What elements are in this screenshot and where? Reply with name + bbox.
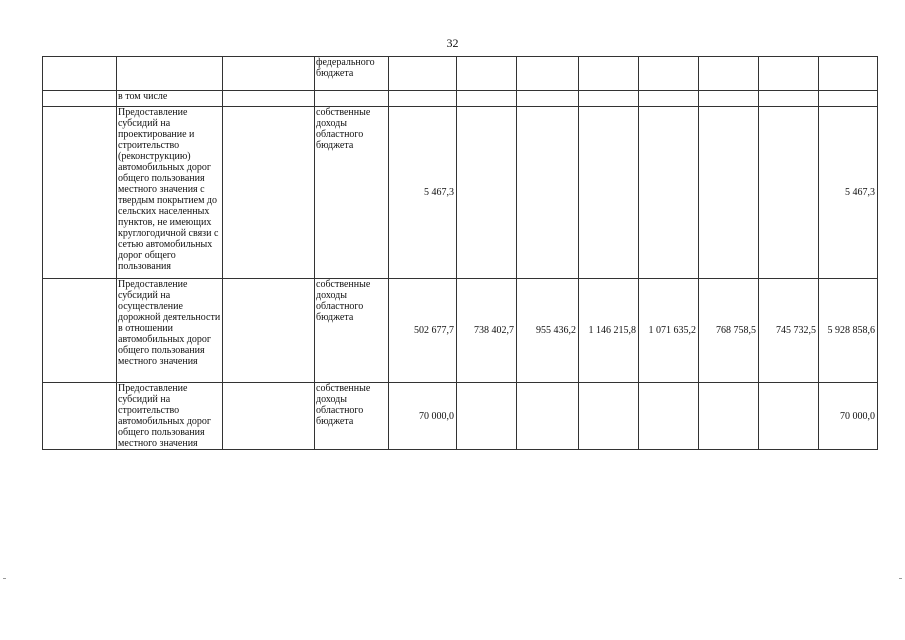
value-cell: 745 732,5 — [759, 279, 819, 383]
table-cell — [43, 57, 117, 91]
table-cell — [315, 91, 389, 107]
funding-source-cell: собственные доходы областного бюджета — [315, 107, 389, 279]
measure-name-cell: Предоставление субсидий на строительство автомобильных дорог общего пользования местного значения — [117, 383, 223, 450]
value-cell — [517, 383, 579, 450]
table-cell — [639, 57, 699, 91]
value-cell: 5 467,3 — [389, 107, 457, 279]
table-cell — [517, 91, 579, 107]
table-cell — [699, 57, 759, 91]
total-cell: 5 928 858,6 — [819, 279, 878, 383]
value-cell — [759, 383, 819, 450]
measure-name-cell: Предоставление субсидий на проектирование и строительство (реконструкцию) автомобильных дорог общего пользования местного значения с твердым покрытием до сельских населенных пунктов, не имеющих круглогодичной связи с сетью автомобильных дорог общего пользования — [117, 107, 223, 279]
table-cell — [389, 91, 457, 107]
table-cell — [43, 107, 117, 279]
value-cell: 955 436,2 — [517, 279, 579, 383]
total-cell: 70 000,0 — [819, 383, 878, 450]
scan-edge-mark — [3, 578, 6, 579]
value-cell — [579, 383, 639, 450]
value-cell — [457, 383, 517, 450]
table-cell — [223, 57, 315, 91]
page-number: 32 — [446, 36, 459, 50]
table-row — [43, 91, 878, 107]
table-cell — [117, 57, 223, 91]
value-cell — [457, 107, 517, 279]
value-cell: 1 146 215,8 — [579, 279, 639, 383]
value-cell — [579, 107, 639, 279]
funding-source-cell: собственные доходы областного бюджета — [315, 279, 389, 383]
value-cell — [759, 107, 819, 279]
table-cell — [517, 57, 579, 91]
table-cell — [579, 91, 639, 107]
value-cell: 502 677,7 — [389, 279, 457, 383]
including-label-cell: в том числе — [117, 91, 223, 107]
table-cell — [457, 91, 517, 107]
table-cell — [223, 383, 315, 450]
table-row — [43, 279, 878, 383]
measure-name-cell: Предоставление субсидий на осуществление дорожной деятельности в отношении автомобильных дорог общего пользования местного значения — [117, 279, 223, 383]
table-cell — [699, 91, 759, 107]
table-cell — [43, 91, 117, 107]
table-row — [43, 107, 878, 279]
value-cell — [639, 107, 699, 279]
value-cell — [517, 107, 579, 279]
scan-edge-mark — [899, 578, 902, 579]
budget-table — [42, 56, 878, 450]
funding-source-cell: федерального бюджета — [315, 57, 389, 91]
table-cell — [759, 57, 819, 91]
table-cell — [819, 91, 878, 107]
table-row — [43, 383, 878, 450]
table-cell — [759, 91, 819, 107]
table-cell — [43, 279, 117, 383]
table-row — [43, 57, 878, 91]
value-cell — [699, 383, 759, 450]
table-cell — [223, 279, 315, 383]
table-cell — [223, 91, 315, 107]
value-cell: 768 758,5 — [699, 279, 759, 383]
table-cell — [389, 57, 457, 91]
table-cell — [639, 91, 699, 107]
value-cell: 70 000,0 — [389, 383, 457, 450]
value-cell — [699, 107, 759, 279]
table-cell — [223, 107, 315, 279]
table-cell — [43, 383, 117, 450]
table-cell — [819, 57, 878, 91]
value-cell: 738 402,7 — [457, 279, 517, 383]
total-cell: 5 467,3 — [819, 107, 878, 279]
value-cell: 1 071 635,2 — [639, 279, 699, 383]
value-cell — [639, 383, 699, 450]
funding-source-cell: собственные доходы областного бюджета — [315, 383, 389, 450]
table-cell — [579, 57, 639, 91]
table-cell — [457, 57, 517, 91]
